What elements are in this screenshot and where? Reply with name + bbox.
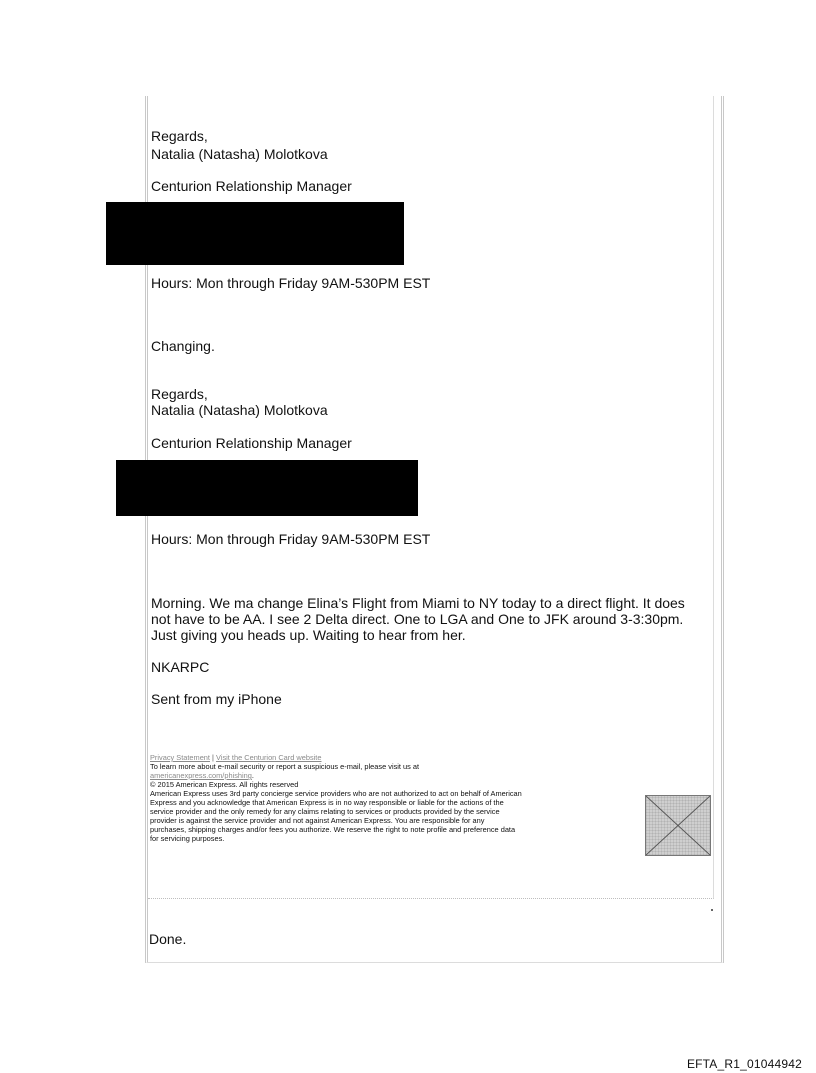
signature-title: Centurion Relationship Manager (151, 178, 352, 194)
signature-closing: Regards, (151, 128, 208, 144)
message-signoff: NKARPC (151, 659, 210, 675)
disclaimer-line: American Express uses 3rd party concierge service providers who are not authorized to act on behalf of American (150, 789, 522, 798)
phishing-link[interactable]: americanexpress.com/phishing (150, 771, 252, 780)
message-line: Morning. We ma change Elina’s Flight from Miami to NY today to a direct flight. It does (151, 595, 685, 611)
message-line: Just giving you heads up. Waiting to hear from her. (151, 627, 466, 643)
redaction-block (106, 202, 404, 265)
email-footer (150, 753, 645, 843)
signature-name: Natalia (Natasha) Molotkova (151, 146, 328, 162)
disclaimer-line: for servicing purposes. (150, 834, 225, 843)
signature-name: Natalia (Natasha) Molotkova (151, 402, 328, 418)
security-notice: To learn more about e-mail security or report a suspicious e-mail, please visit us at (150, 762, 420, 771)
reply-body: Done. (149, 931, 187, 947)
disclaimer-line: Express and you acknowledge that American Express is in no way responsible or liable for the actions of the (150, 798, 504, 807)
footer-links-row (150, 753, 645, 762)
message-body: Changing. (151, 338, 215, 354)
phishing-suffix: . (251, 771, 254, 780)
privacy-statement-link[interactable]: Privacy Statement (150, 753, 210, 762)
signature-hours: Hours: Mon through Friday 9AM-530PM EST (151, 531, 431, 547)
broken-image-icon (646, 796, 710, 855)
original-message (151, 595, 711, 643)
signature-closing: Regards, (151, 386, 208, 402)
copyright-notice: © 2015 American Express. All rights reserved (150, 780, 299, 789)
centurion-website-link[interactable]: Visit the Centurion Card website (216, 753, 322, 762)
footer-separator: | (212, 753, 214, 762)
phishing-row (150, 771, 645, 780)
disclaimer-line: service provider and the only remedy for any claims relating to services or products provided by the service (150, 807, 500, 816)
disclaimer-line: purchases, shipping charges and/or fees you authorize. We reserve the right to note profile and preference data (150, 825, 516, 834)
missing-image-placeholder (645, 795, 711, 856)
stray-dot (711, 909, 713, 911)
redaction-block (116, 460, 418, 516)
sent-from-line: Sent from my iPhone (151, 691, 282, 707)
signature-title: Centurion Relationship Manager (151, 435, 352, 451)
disclaimer-line: provider is against the service provider and not against American Express. You are responsible for any (150, 816, 485, 825)
signature-hours: Hours: Mon through Friday 9AM-530PM EST (151, 275, 431, 291)
document-id: EFTA_R1_01044942 (686, 1057, 802, 1071)
message-line: not have to be AA. I see 2 Delta direct. One to LGA and One to JFK around 3-3:30pm. (151, 611, 684, 627)
